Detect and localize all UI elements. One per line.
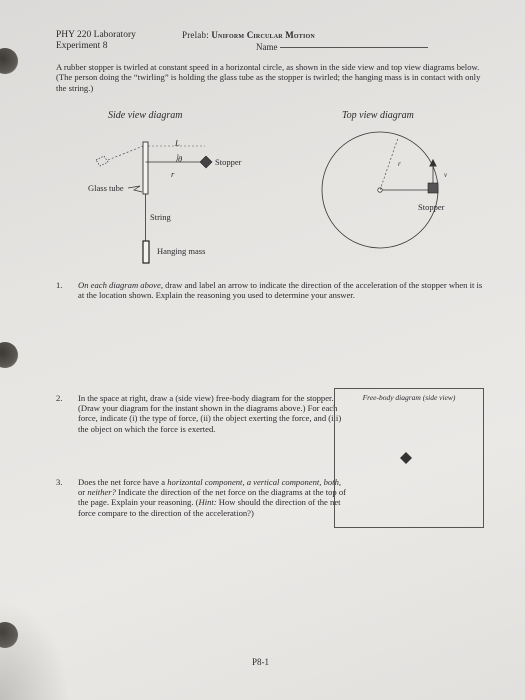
label-v: v	[444, 171, 448, 179]
intro-paragraph: A rubber stopper is twirled at constant speed in a horizontal circle, as shown in the side view and top view diagrams below. (The person doing the “twirling” is holding the glass tube as the stopper is twirled; the hanging mass is in contact with only the string.)	[56, 62, 481, 93]
side-view-title: Side view diagram	[108, 110, 183, 121]
label-hanging-mass: Hanging mass	[157, 246, 206, 256]
question-2-number: 2.	[56, 393, 63, 403]
top-dashed-line	[380, 138, 398, 190]
experiment-number: Experiment 8	[56, 41, 108, 51]
question-2-text: In the space at right, draw a (side view) free-body diagram for the stopper. (Draw your diagram for the instant shown in the diagrams above.) For each force, indicate (i) the type of force, (ii) the object exerting the force, and (iii) the object on which the force is exerted.	[78, 393, 342, 434]
top-stopper	[428, 183, 438, 193]
name-label: Name	[256, 42, 278, 52]
q3-part-a: Does the net force have a	[78, 477, 168, 487]
ghost-stopper	[96, 156, 108, 166]
q3-part-d: neither?	[87, 487, 116, 498]
paper-shadow	[0, 600, 70, 700]
label-stopper-top: Stopper	[418, 202, 445, 212]
ghost-string	[108, 146, 143, 160]
circular-path	[322, 132, 438, 248]
top-view-diagram	[322, 132, 438, 248]
binder-hole-top	[0, 48, 18, 74]
glass-tube-pointer	[128, 186, 142, 192]
label-string: String	[150, 212, 171, 222]
q3-part-g: How should the direction of the net force compare to the direction of the acceleration?)	[78, 497, 341, 518]
q3-part-e: Indicate the direction of the net force on the diagrams at the top of the page. Explain your reasoning. (	[78, 487, 346, 508]
question-1-number: 1.	[56, 280, 63, 290]
label-l: L	[175, 138, 180, 148]
top-view-title: Top view diagram	[342, 110, 414, 121]
hanging-mass	[143, 241, 149, 263]
name-blank[interactable]	[280, 47, 428, 48]
q3-part-f: Hint:	[198, 497, 217, 508]
course-header	[56, 30, 136, 52]
velocity-arrow-head	[430, 160, 436, 166]
page-number: P8-1	[252, 657, 270, 667]
question-1	[56, 280, 486, 300]
question-3-text	[78, 477, 346, 518]
prelab-title	[182, 30, 315, 40]
question-1-italic: On each diagram above,	[78, 280, 163, 290]
center-point	[378, 188, 382, 192]
binder-hole-middle	[0, 342, 18, 368]
label-glass-tube: Glass tube	[88, 183, 124, 193]
question-1-text: draw and label an arrow to indicate the direction of the acceleration of the stopper when it is at the location shown. Explain the reasoning you used to determine your answer.	[78, 280, 483, 301]
question-3	[56, 477, 346, 518]
free-body-diagram-box[interactable]	[334, 388, 484, 528]
label-theta: θ	[178, 154, 183, 164]
q3-part-c: or	[78, 487, 88, 498]
q3-part-b: horizontal component, a vertical component, both,	[167, 477, 342, 487]
stopper-shape	[200, 156, 212, 168]
question-2	[56, 393, 346, 434]
prelab-topic: Uniform Circular Motion	[211, 30, 315, 40]
label-r-top: r	[398, 160, 401, 168]
fbd-title: Free-body diagram (side view)	[362, 393, 456, 402]
name-field[interactable]	[256, 42, 428, 52]
label-stopper-side: Stopper	[215, 157, 242, 167]
question-3-number: 3.	[56, 477, 63, 487]
glass-tube	[143, 142, 148, 194]
side-view-diagram	[96, 142, 212, 263]
label-r-side: r	[171, 169, 175, 179]
prelab-prefix: Prelab:	[182, 30, 212, 40]
course-title: PHY 220 Laboratory	[56, 30, 136, 40]
